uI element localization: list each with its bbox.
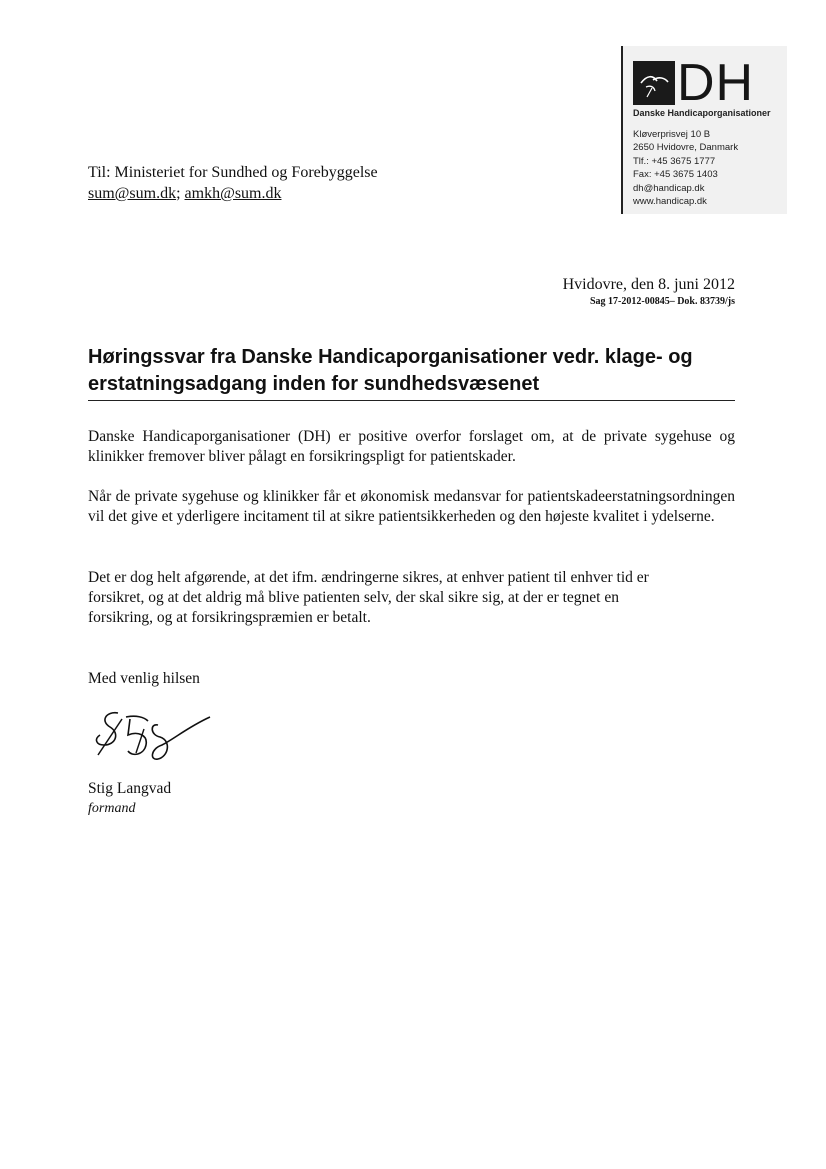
address-city: 2650 Hvidovre, Danmark [633, 142, 739, 154]
email-separator: ; [176, 185, 185, 202]
org-name: Danske Handicaporganisationer [633, 108, 771, 118]
address-street: Kløverprisvej 10 B [633, 129, 711, 140]
paragraph-3-line-3: forsikring, og at forsikringspræmien er betalt. [88, 609, 371, 626]
email-link-amkh[interactable]: amkh@sum.dk [184, 185, 282, 202]
body-paragraph-1: Danske Handicaporganisationer (DH) er positive overfor forslaget om, at de private sygehuse og klinikker fremover bliver pålagt en forsikringspligt for patientskader. [88, 428, 735, 465]
recipient-emails [88, 183, 378, 204]
address-block [633, 128, 738, 208]
recipient-line: Til: Ministeriet for Sundhed og Forebyggelse [88, 164, 378, 181]
case-reference: Sag 17-2012-00845– Dok. 83739/js [589, 296, 735, 307]
date-line: Hvidovre, den 8. juni 2012 [562, 276, 735, 293]
paragraph-3-line-2: forsikret, og at det aldrig må blive patienten selv, der skal sikre sig, at der er tegnet en [88, 589, 619, 606]
address-website: www.handicap.dk [633, 196, 707, 208]
bird-logo-icon [633, 61, 675, 105]
letter-heading: Høringssvar fra Danske Handicaporganisationer vedr. klage- og erstatningsadgang inden for sundhedsvæsenet [88, 344, 735, 401]
signer-title: formand [88, 801, 136, 816]
handwritten-signature [88, 705, 218, 780]
letterhead [621, 46, 787, 214]
signer-name: Stig Langvad [88, 780, 172, 797]
address-email: dh@handicap.dk [633, 182, 705, 194]
body-paragraph-3 [88, 568, 735, 628]
email-link-sum[interactable]: sum@sum.dk [88, 185, 177, 202]
paragraph-3-line-1: Det er dog helt afgørende, at det ifm. ændringerne sikres, at enhver patient til enhver tid er [88, 569, 649, 586]
signer-block [88, 779, 171, 819]
closing-greeting: Med venlig hilsen [88, 670, 200, 687]
logo-letters: DH [677, 54, 755, 112]
address-fax: Fax: +45 3675 1403 [633, 169, 718, 181]
body-paragraph-2: Når de private sygehuse og klinikker får et økonomisk medansvar for patientskadeerstatningsordningen vil det give et yderligere incitament til at sikre patientsikkerheden og den højeste kvalitet i ydelserne. [88, 488, 735, 525]
address-phone: Tlf.: +45 3675 1777 [633, 155, 716, 167]
date-block [563, 275, 735, 309]
recipient-block [88, 162, 378, 204]
dh-logo [633, 49, 755, 112]
